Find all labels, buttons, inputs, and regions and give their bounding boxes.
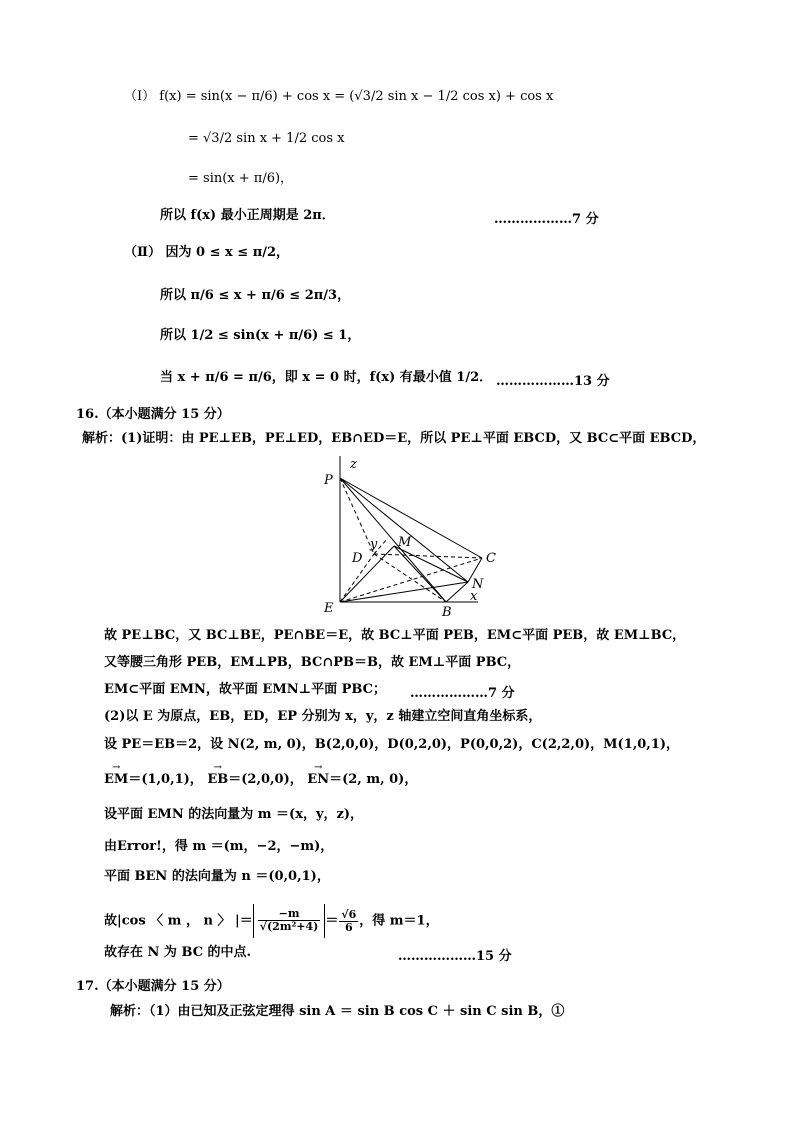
q16-line10: 平面 BEN 的法向量为 n ＝(0,0,1)，: [104, 869, 330, 884]
abs-value: [253, 904, 326, 938]
label-D: D: [352, 551, 363, 566]
label-N: N: [472, 577, 484, 592]
edge-MB: [394, 546, 446, 602]
vec-EN-value: ＝(2, m, 0)，: [329, 772, 418, 787]
equals: ＝: [325, 913, 339, 929]
part2-text1: 因为 0 ≤ x ≤ π/2，: [165, 245, 290, 260]
frac-den: √(2m²+4): [259, 920, 319, 933]
label-z: z: [350, 457, 357, 472]
q17-line1: 解析：（1）由已知及正弦定理得 sin A ＝ sin B cos C ＋ sin C sin B，①: [110, 1004, 565, 1019]
q16-line11: [104, 904, 439, 939]
part1-line1: [124, 88, 553, 106]
cos-expr: 故|cos 〈 m ， n 〉 |＝: [104, 913, 253, 929]
q16-line4: EM⊂平面 EMN，故平面 EMN⊥平面 PBC；: [104, 682, 386, 697]
part2-line2: 所以 π/6 ≤ x + π/6 ≤ 2π/3，: [160, 288, 351, 303]
frac-num: −m: [258, 908, 321, 921]
part1-line4: 所以 f(x) 最小正周期是 2π．: [160, 208, 335, 223]
vec-EB-value: ＝(2,0,0)，: [228, 772, 303, 787]
part2-line4: 当 x + π/6 = π/6，即 x = 0 时，f(x) 有最小值 1/2．: [160, 370, 493, 385]
edge-PD: [340, 478, 374, 554]
label-E: E: [324, 601, 334, 616]
part1-line2: = √3/2 sin x + 1/2 cos x: [188, 131, 345, 146]
q16-line6: 设 PE＝EB＝2，设 N(2, m, 0)，B(2,0,0)，D(0,2,0)，P(0,0,2)，C(2,2,0)，M(1,0,1)，: [104, 737, 680, 752]
q16-heading: 16.（本小题满分 15 分）: [76, 407, 230, 422]
pyramid-figure: [318, 454, 508, 619]
vec-EM-value: ＝(1,0,1)，: [128, 772, 203, 787]
edge-PB: [340, 478, 446, 602]
label-P: P: [324, 473, 333, 488]
q16-line2: 故 PE⊥BC，又 BC⊥BE，PE∩BE＝E，故 BC⊥平面 PEB，EM⊂平面 PEB，故 EM⊥BC，: [104, 628, 686, 643]
edge-PN: [340, 478, 468, 582]
q16-line1: 解析：(1)证明：由 PE⊥EB，PE⊥ED，EB∩ED＝E，所以 PE⊥平面 EBCD，又 BC⊂平面 EBCD，: [82, 431, 706, 446]
part1-label: （Ⅰ）: [124, 89, 156, 104]
part2-label: （Ⅱ）: [124, 245, 161, 260]
label-C: C: [486, 551, 496, 566]
frac2-den: 6: [344, 920, 353, 934]
q16-line12: 故存在 N 为 BC 的中点.: [104, 945, 252, 960]
formula-f: f(x) = sin(x − π/6) + cos x = (√3/2 sin x − 1/2 cos x) + cos x: [159, 89, 554, 104]
label-x: x: [470, 589, 478, 604]
result-m: ，得 m＝1，: [359, 913, 439, 929]
label-B: B: [442, 605, 452, 619]
score-7: ………………7 分: [494, 212, 599, 227]
q16-line9: 由Error!，得 m ＝(m，−2，−m)，: [104, 839, 334, 854]
q16-line3: 又等腰三角形 PEB，EM⊥PB，BC∩PB＝B，故 EM⊥平面 PBC，: [104, 655, 521, 670]
part1-line3: = sin(x + π/6)，: [188, 171, 294, 186]
q16-vectors: [104, 771, 417, 789]
part2-line3: 所以 1/2 ≤ sin(x + π/6) ≤ 1，: [160, 328, 361, 343]
score-7b: ………………7 分: [410, 686, 515, 701]
q17-heading: 17.（本小题满分 15 分）: [76, 979, 230, 994]
edge-DC: [374, 554, 482, 558]
vec-EB: → EB: [207, 771, 228, 789]
score-15: ………………15 分: [398, 949, 512, 964]
q16-line5: (2)以 E 为原点，EB，ED，EP 分别为 x，y，z 轴建立空间直角坐标系，: [104, 709, 542, 724]
frac2-num: √6: [341, 907, 357, 921]
q16-line8: 设平面 EMN 的法向量为 m ＝(x，y，z)，: [104, 807, 364, 822]
vec-EN: → EN: [307, 771, 329, 789]
label-y: y: [370, 537, 378, 552]
label-M: M: [398, 535, 412, 550]
vec-EM: → EM: [104, 771, 128, 789]
part2-line1: [124, 244, 289, 262]
score-13: ………………13 分: [496, 374, 610, 389]
